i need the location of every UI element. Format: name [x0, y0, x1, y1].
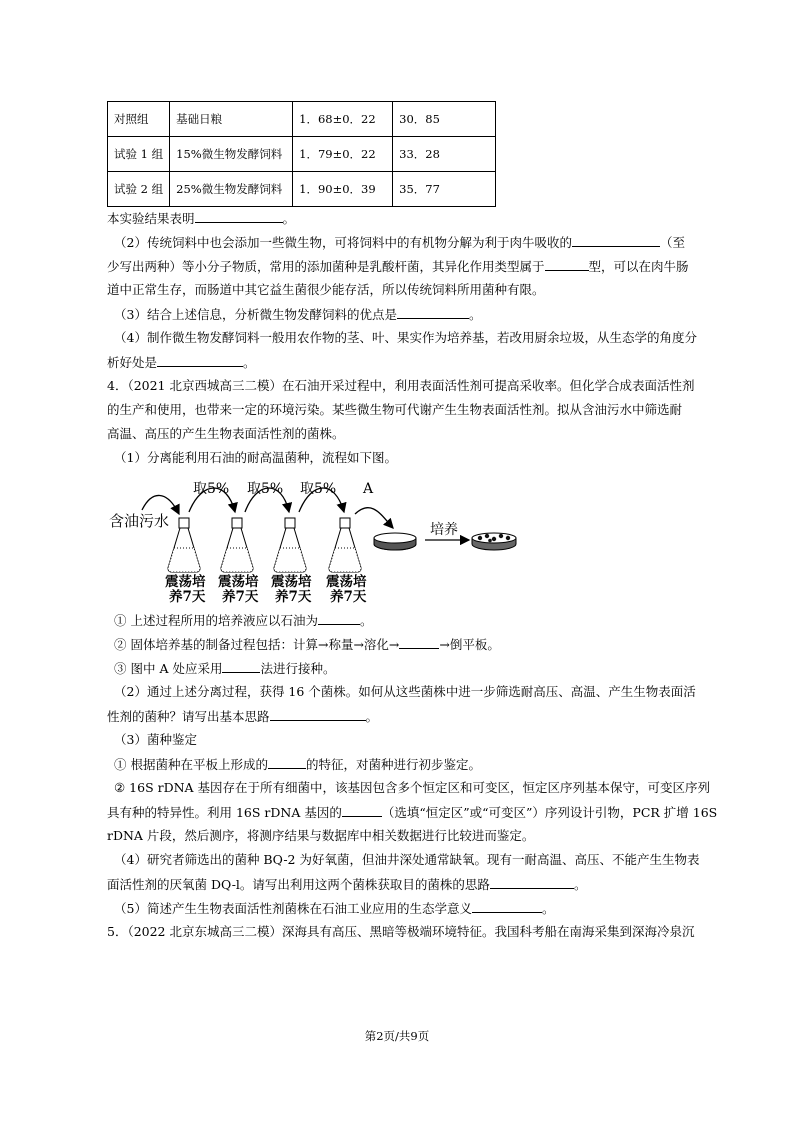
- table-cell: 1．68±0．22: [293, 102, 393, 137]
- page-footer: 第2页/共9页: [364, 1029, 430, 1043]
- flask-caption: 养7天: [222, 589, 259, 605]
- answer-blank: [195, 210, 283, 223]
- answer-blank: [157, 354, 243, 367]
- text-line: （2）传统饲料中也会添加一些微生物，可将饲料中的有机物分解为利于肉牛吸收的 （至: [114, 235, 685, 250]
- answer-blank: [572, 234, 660, 247]
- table-row: [108, 137, 496, 172]
- text-line: ③ 图中 A 处应采用 法进行接种。: [114, 661, 336, 676]
- transfer-label: 取5%: [247, 481, 284, 497]
- table-cell: 1．90±0．39: [293, 172, 393, 207]
- table-cell: 试验 2 组: [108, 172, 170, 207]
- text-line: 性剂的菌种？请写出基本思路 。: [107, 709, 379, 724]
- table-cell: 25%微生物发酵饲料: [170, 172, 293, 207]
- answer-blank: [342, 804, 382, 817]
- answer-blank: [270, 708, 366, 721]
- transfer-label: 取5%: [193, 481, 230, 497]
- answer-blank: [472, 900, 542, 913]
- flask-caption: 震荡培: [218, 574, 259, 590]
- table-row: [108, 172, 496, 207]
- table-cell: 35．77: [393, 172, 496, 207]
- text-line: 面活性剂的厌氧菌 DQ-l。请写出利用这两个菌株获取目的菌株的思路 。: [107, 877, 587, 892]
- table-cell: 基础日粮: [170, 102, 293, 137]
- table-cell: 1．79±0．22: [293, 137, 393, 172]
- flask-icon: [168, 518, 200, 572]
- text-line: 具有种的特异性。利用 16S rDNA 基因的 （选填“恒定区”或“可变区”）序列设计引物，PCR 扩增 16S: [107, 805, 718, 820]
- text-line: 析好处是 。: [107, 355, 256, 370]
- answer-blank: [490, 876, 574, 889]
- flask-caption: 震荡培: [165, 574, 206, 590]
- transfer-label: 取5%: [300, 481, 337, 497]
- text-line: ① 上述过程所用的培养液应以石油为 。: [114, 613, 373, 628]
- culture-label: 培养: [430, 522, 458, 538]
- flask-caption: 养7天: [275, 589, 312, 605]
- answer-blank: [268, 756, 306, 769]
- isolation-flow-diagram: [107, 476, 527, 606]
- text-line: （5）简述产生生物表面活性剂菌株在石油工业应用的生态学意义 。: [114, 901, 555, 916]
- flask-caption: 震荡培: [271, 574, 312, 590]
- flask-icon: [274, 518, 306, 572]
- question-5-heading: 5．（2022 北京东城高三二模）深海具有高压、黑暗等极端环境特征。我国科考船在南海采集到深海冷泉沉: [107, 924, 695, 939]
- text-line: （3）结合上述信息，分析微生物发酵饲料的优点是 。: [114, 307, 482, 322]
- colony-dish-icon: [472, 533, 516, 550]
- text-line: rDNA 片段，然后测序，将测序结果与数据库中相关数据进行比较进而鉴定。: [107, 828, 535, 843]
- text-line: （4）研究者筛选出的菌种 BQ-2 为好氧菌，但油井深处通常缺氧。现有一耐高温、高压、不能产生生物表: [114, 852, 700, 867]
- question-4-heading: 4．（2021 北京西城高三二模）在石油开采过程中，利用表面活性剂可提高采收率。但化学合成表面活性剂: [107, 378, 695, 393]
- answer-blank: [399, 636, 439, 649]
- table-cell: 15%微生物发酵饲料: [170, 137, 293, 172]
- table-cell: 30．85: [393, 102, 496, 137]
- text-line: ① 根据菌种在平板上形成的 的特征，对菌种进行初步鉴定。: [114, 757, 481, 772]
- answer-blank: [545, 258, 589, 271]
- results-table: [107, 101, 496, 207]
- petri-dish-icon: [374, 533, 416, 550]
- table-row: [108, 102, 496, 137]
- text-line: ② 固体培养基的制备过程包括：计算→称量→溶化→ →倒平板。: [114, 637, 500, 652]
- flask-caption: 震荡培: [326, 574, 367, 590]
- text-line: （2）通过上述分离过程，获得 16 个菌株。如何从这些菌株中进一步筛选耐高压、高温、产生生物表面活: [114, 684, 696, 699]
- text-line: 本实验结果表明 。: [107, 211, 296, 226]
- text-line: ② 16S rDNA 基因存在于所有细菌中，该基因包含多个恒定区和可变区，恒定区序列基本保守，可变区序列: [114, 780, 711, 795]
- text-line: （4）制作微生物发酵饲料一般用农作物的茎、叶、果实作为培养基，若改用厨余垃圾，从生态学的角度分: [114, 330, 697, 345]
- text-line: 道中正常生存，而肠道中其它益生菌很少能存活，所以传统饲料所用菌种有限。: [107, 282, 545, 297]
- transfer-label: A: [363, 481, 374, 497]
- text-line: （1）分离能利用石油的耐高温菌种，流程如下图。: [114, 450, 397, 465]
- answer-blank: [222, 660, 260, 673]
- text-line: 的生产和使用，也带来一定的环境污染。某些微生物可代谢产生生物表面活性剂。拟从含油污水中筛选耐: [107, 402, 683, 417]
- text-line: （3）菌种鉴定: [114, 732, 197, 747]
- table-cell: 33．28: [393, 137, 496, 172]
- table-cell: 对照组: [108, 102, 170, 137]
- text-line: 少写出两种）等小分子物质，常用的添加菌种是乳酸杆菌，其异化作用类型属于 型，可以在肉牛肠: [107, 259, 689, 274]
- source-label: 含油污水: [109, 512, 170, 530]
- flask-icon: [329, 518, 361, 572]
- flask-icon: [221, 518, 253, 572]
- answer-blank: [318, 612, 360, 625]
- table-cell: 试验 1 组: [108, 137, 170, 172]
- answer-blank: [397, 306, 469, 319]
- flask-caption: 养7天: [169, 589, 206, 605]
- transfer-arrow: [355, 508, 393, 528]
- text-line: 高温、高压的产生生物表面活性剂的菌株。: [107, 426, 345, 441]
- flask-caption: 养7天: [330, 589, 367, 605]
